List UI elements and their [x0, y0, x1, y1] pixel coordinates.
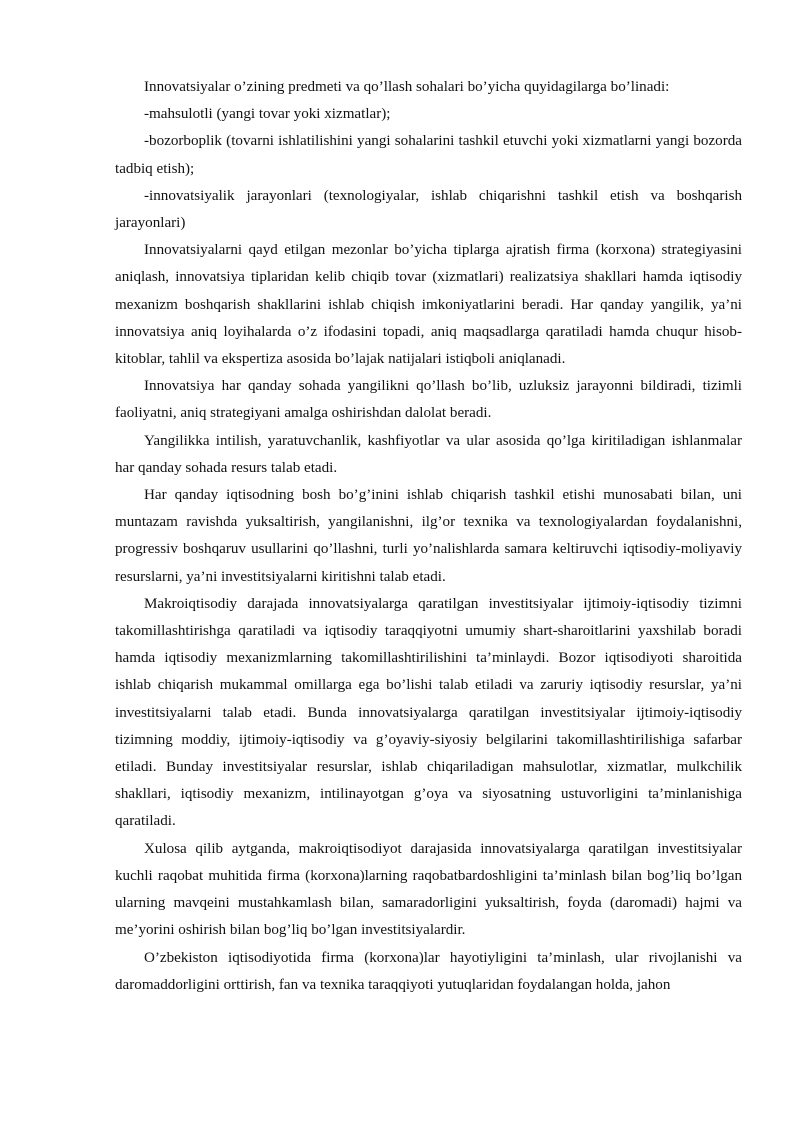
- paragraph-list-item-market: -bozorboplik (tovarni ishlatilishini yangi sohalarini tashkil etuvchi yoki xizmatlarni yangi bozorda tadbiq etish);: [115, 133, 742, 177]
- paragraph-intro: Innovatsiyalar o’zining predmeti va qo’llash sohalari bo’yicha quyidagilarga bo’linadi:: [144, 79, 670, 95]
- paragraph-body: Yangilikka intilish, yaratuvchanlik, kashfiyotlar va ular asosida qo’lga kiritiladigan ishlanmalar har qanday sohada resurs talab etadi.: [115, 432, 742, 476]
- paragraph-body: Makroiqtisodiy darajada innovatsiyalarga qaratilgan investitsiyalar ijtimoiy-iqtisodiy tizimni takomillashtirishga qaratiladi va iqtisodiy taraqqiyotni umumiy shart-sharoitlarini yaxshilab boradi hamda iqtisodiy mexanizmlarning takomillashtirilishini ta’minlaydi. Bozor iqtisodiyoti sharoitida ishlab chiqarish mukammal omillarga ega bo’lishi talab etiladi va zaruriy iqtisodiy resurslar, ya’ni investitsiyalarni talab etadi. Bunda innovatsiyalarga qaratilgan investitsiyalar ijtimoiy-iqtisodiy tizimning moddiy, ijtimoiy-iqtisodiy va g’oyaviy-siyosiy belgilarini takomillashtirilishiga safarbar etiladi. Bunday investitsiyalar resurslar, ishlab chiqariladigan mahsulotlar, xizmatlar, mulkchilik shakllari, iqtisodiy mexanizm, intilinayotgan g’oya va siyosatning ustuvorligini ta’minlanishiga qaratiladi.: [115, 595, 742, 830]
- paragraph-body: Innovatsiyalarni qayd etilgan mezonlar bo’yicha tiplarga ajratish firma (korxona) strategiyasini aniqlash, innovatsiya tiplaridan kelib chiqib tovar (xizmatlari) realizatsiya shakllari hamda iqtisodiy mexanizm boshqarish shakllarini ishlab chiqish imkoniyatlarini beradi. Har qanday yangilik, ya’ni innovatsiya aniq loyihalarda o’z ifodasini topadi, aniq maqsadlarga qaratiladi hamda chuqur hisob-kitoblar, tahlil va ekspertiza asosida bo’lajak natijalari istiqboli aniqlanadi.: [115, 242, 742, 368]
- paragraph-body: Innovatsiya har qanday sohada yangilikni qo’llash bo’lib, uzluksiz jarayonni bildiradi, tizimli faoliyatni, aniq strategiyani amalga oshirishdan dalolat beradi.: [115, 378, 742, 422]
- paragraph-body: Har qanday iqtisodning bosh bo’g’inini ishlab chiqarish tashkil etishi munosabati bilan, uni muntazam ravishda yuksaltirish, yangilanishni, ilg’or texnika va texnologiyalardan foydalanishni, progressiv boshqaruv usullarini qo’llashni, turli yo’nalishlarda samara keltiruvchi iqtisodiy-moliyaviy resurslarni, ya’ni investitsiyalarni kiritishni talab etadi.: [115, 487, 742, 585]
- document-page: [115, 74, 742, 999]
- paragraph-list-item-process: -innovatsiyalik jarayonlari (texnologiyalar, ishlab chiqarishni tashkil etish va boshqarish jarayonlari): [115, 187, 742, 232]
- paragraph-list-item-products: -mahsulotli (yangi tovar yoki xizmatlar);: [144, 106, 391, 123]
- paragraph-body: O’zbekiston iqtisodiyotida firma (korxona)lar hayotiyligini ta’minlash, ular rivojlanishi va daromaddorligini orttirish, fan va texnika taraqqiyoti yutuqlaridan foydalangan holda, jahon: [115, 949, 742, 993]
- paragraph-conclusion: Xulosa qilib aytganda, makroiqtisodiyot darajasida innovatsiyalarga qaratilgan investitsiyalar kuchli raqobat muhitida firma (korxona)larning raqobatbardoshligini ta’minlash bilan bog’liq bo’lgan ularning mavqeini mustahkamlash bilan, samaradorligini yuksaltirish, foyda (daromadi) hajmi va me’yorini oshirish bilan bog’liq bo’lgan investitsiyalardir.: [115, 840, 742, 939]
